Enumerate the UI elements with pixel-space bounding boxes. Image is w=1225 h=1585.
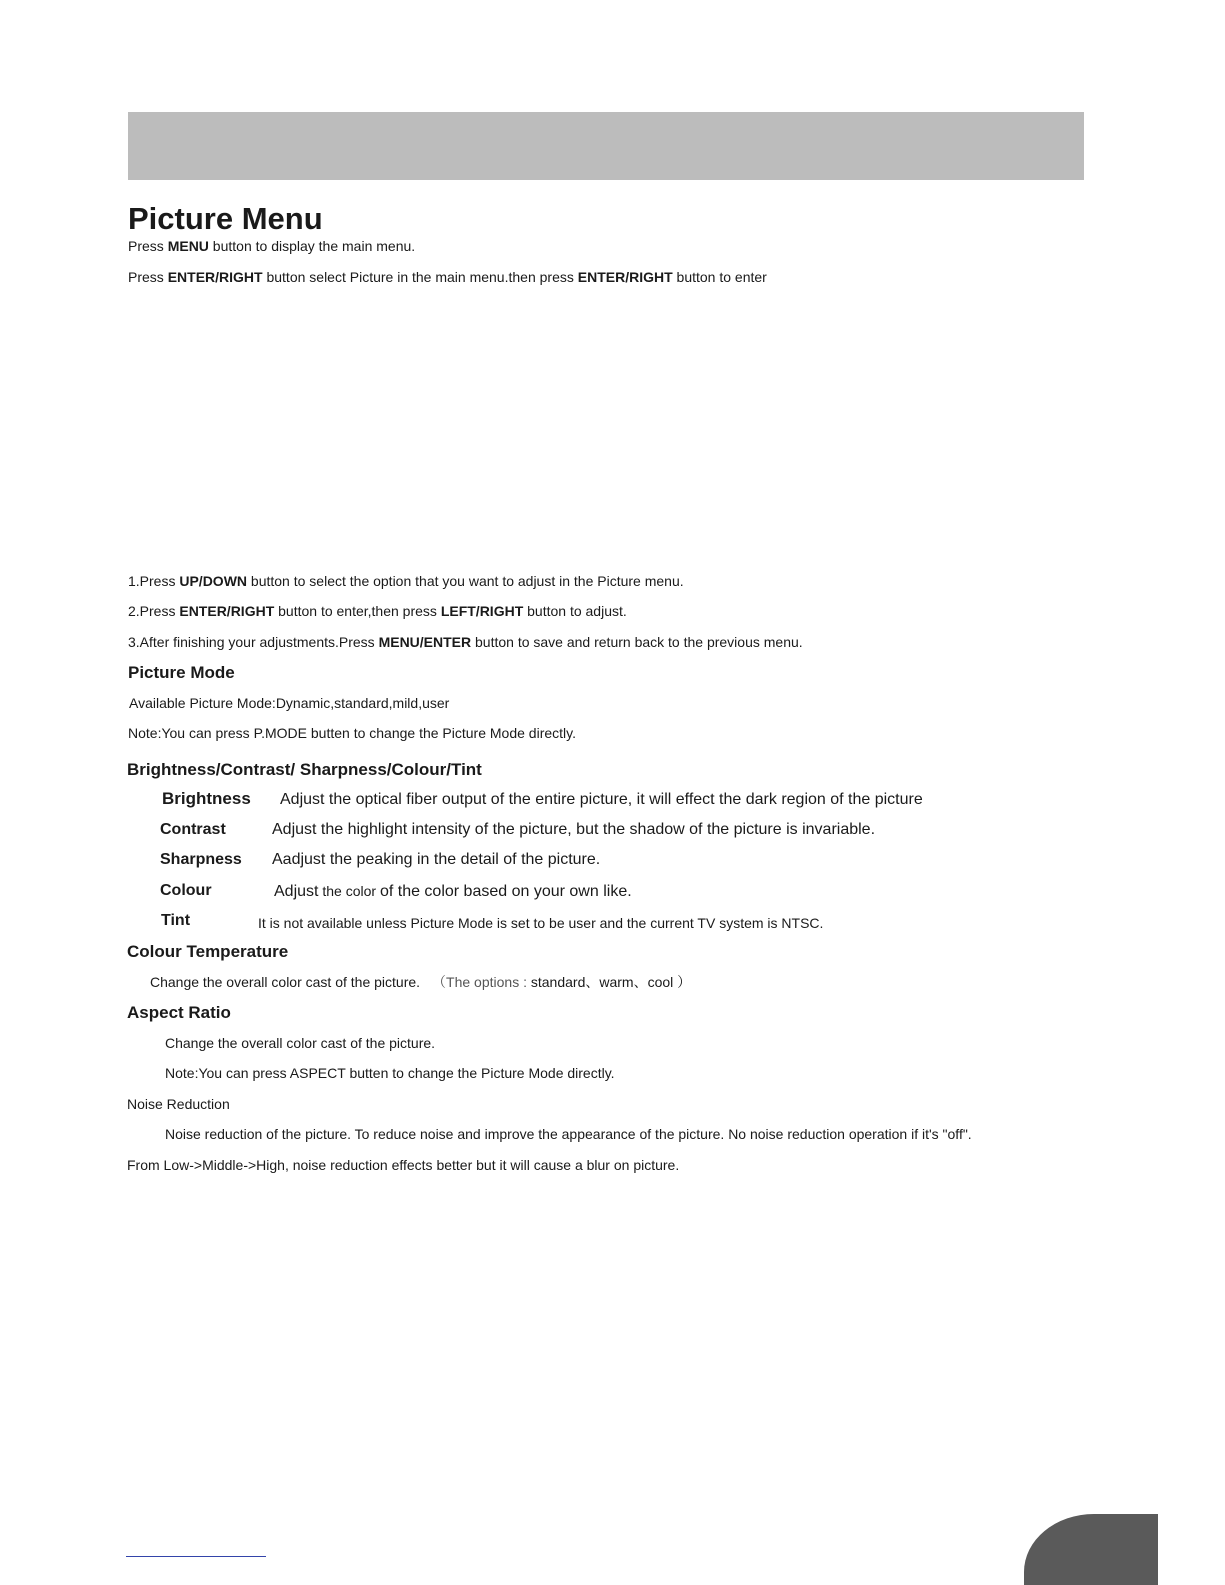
footer-rule [126,1556,266,1557]
header-bar [128,112,1084,180]
desc-tint: It is not available unless Picture Mode is set to be user and the current TV system is NTSC. [258,915,824,931]
noise-reduction-text-2: From Low->Middle->High, noise reduction effects better but it will cause a blur on picture. [127,1157,680,1173]
aspect-ratio-heading: Aspect Ratio [127,1003,231,1022]
step-3: 3.After finishing your adjustments.Press MENU/ENTER button to save and return back to the previous menu. [128,634,803,650]
term-colour: Colour [160,882,212,899]
aspect-ratio-note: Note:You can press ASPECT butten to change the Picture Mode directly. [165,1065,615,1081]
noise-reduction-heading: Noise Reduction [127,1096,230,1112]
adjustments-heading: Brightness/Contrast/ Sharpness/Colour/Tint [127,760,482,779]
desc-contrast: Adjust the highlight intensity of the picture, but the shadow of the picture is invariable. [272,821,876,838]
step-2: 2.Press ENTER/RIGHT button to enter,then press LEFT/RIGHT button to adjust. [128,603,627,619]
intro-line-1: Press MENU button to display the main menu. [128,238,416,254]
colour-temperature-text: Change the overall color cast of the picture. （The options : standard、warm、cool ） [150,974,692,990]
picture-mode-note: Note:You can press P.MODE butten to change the Picture Mode directly. [128,725,576,741]
desc-sharpness: Aadjust the peaking in the detail of the picture. [272,851,601,868]
colour-temperature-heading: Colour Temperature [127,942,289,961]
page-number-tab [1024,1514,1158,1585]
term-brightness: Brightness [162,789,251,808]
desc-colour: Adjust the color of the color based on your own like. [274,883,632,900]
step-1: 1.Press UP/DOWN button to select the option that you want to adjust in the Picture menu. [128,573,684,589]
desc-brightness: Adjust the optical fiber output of the entire picture, it will effect the dark region of the picture [280,791,923,808]
page-title: Picture Menu [128,201,323,236]
picture-mode-heading: Picture Mode [128,663,235,682]
noise-reduction-text: Noise reduction of the picture. To reduce noise and improve the appearance of the picture. No noise reduction operation if it's "off". [165,1126,972,1142]
term-tint: Tint [161,912,191,929]
aspect-ratio-text: Change the overall color cast of the picture. [165,1035,436,1051]
picture-mode-available: Available Picture Mode:Dynamic,standard,mild,user [129,695,450,711]
intro-line-2: Press ENTER/RIGHT button select Picture in the main menu.then press ENTER/RIGHT button to enter [128,269,767,285]
term-contrast: Contrast [160,821,226,838]
term-sharpness: Sharpness [160,851,242,868]
